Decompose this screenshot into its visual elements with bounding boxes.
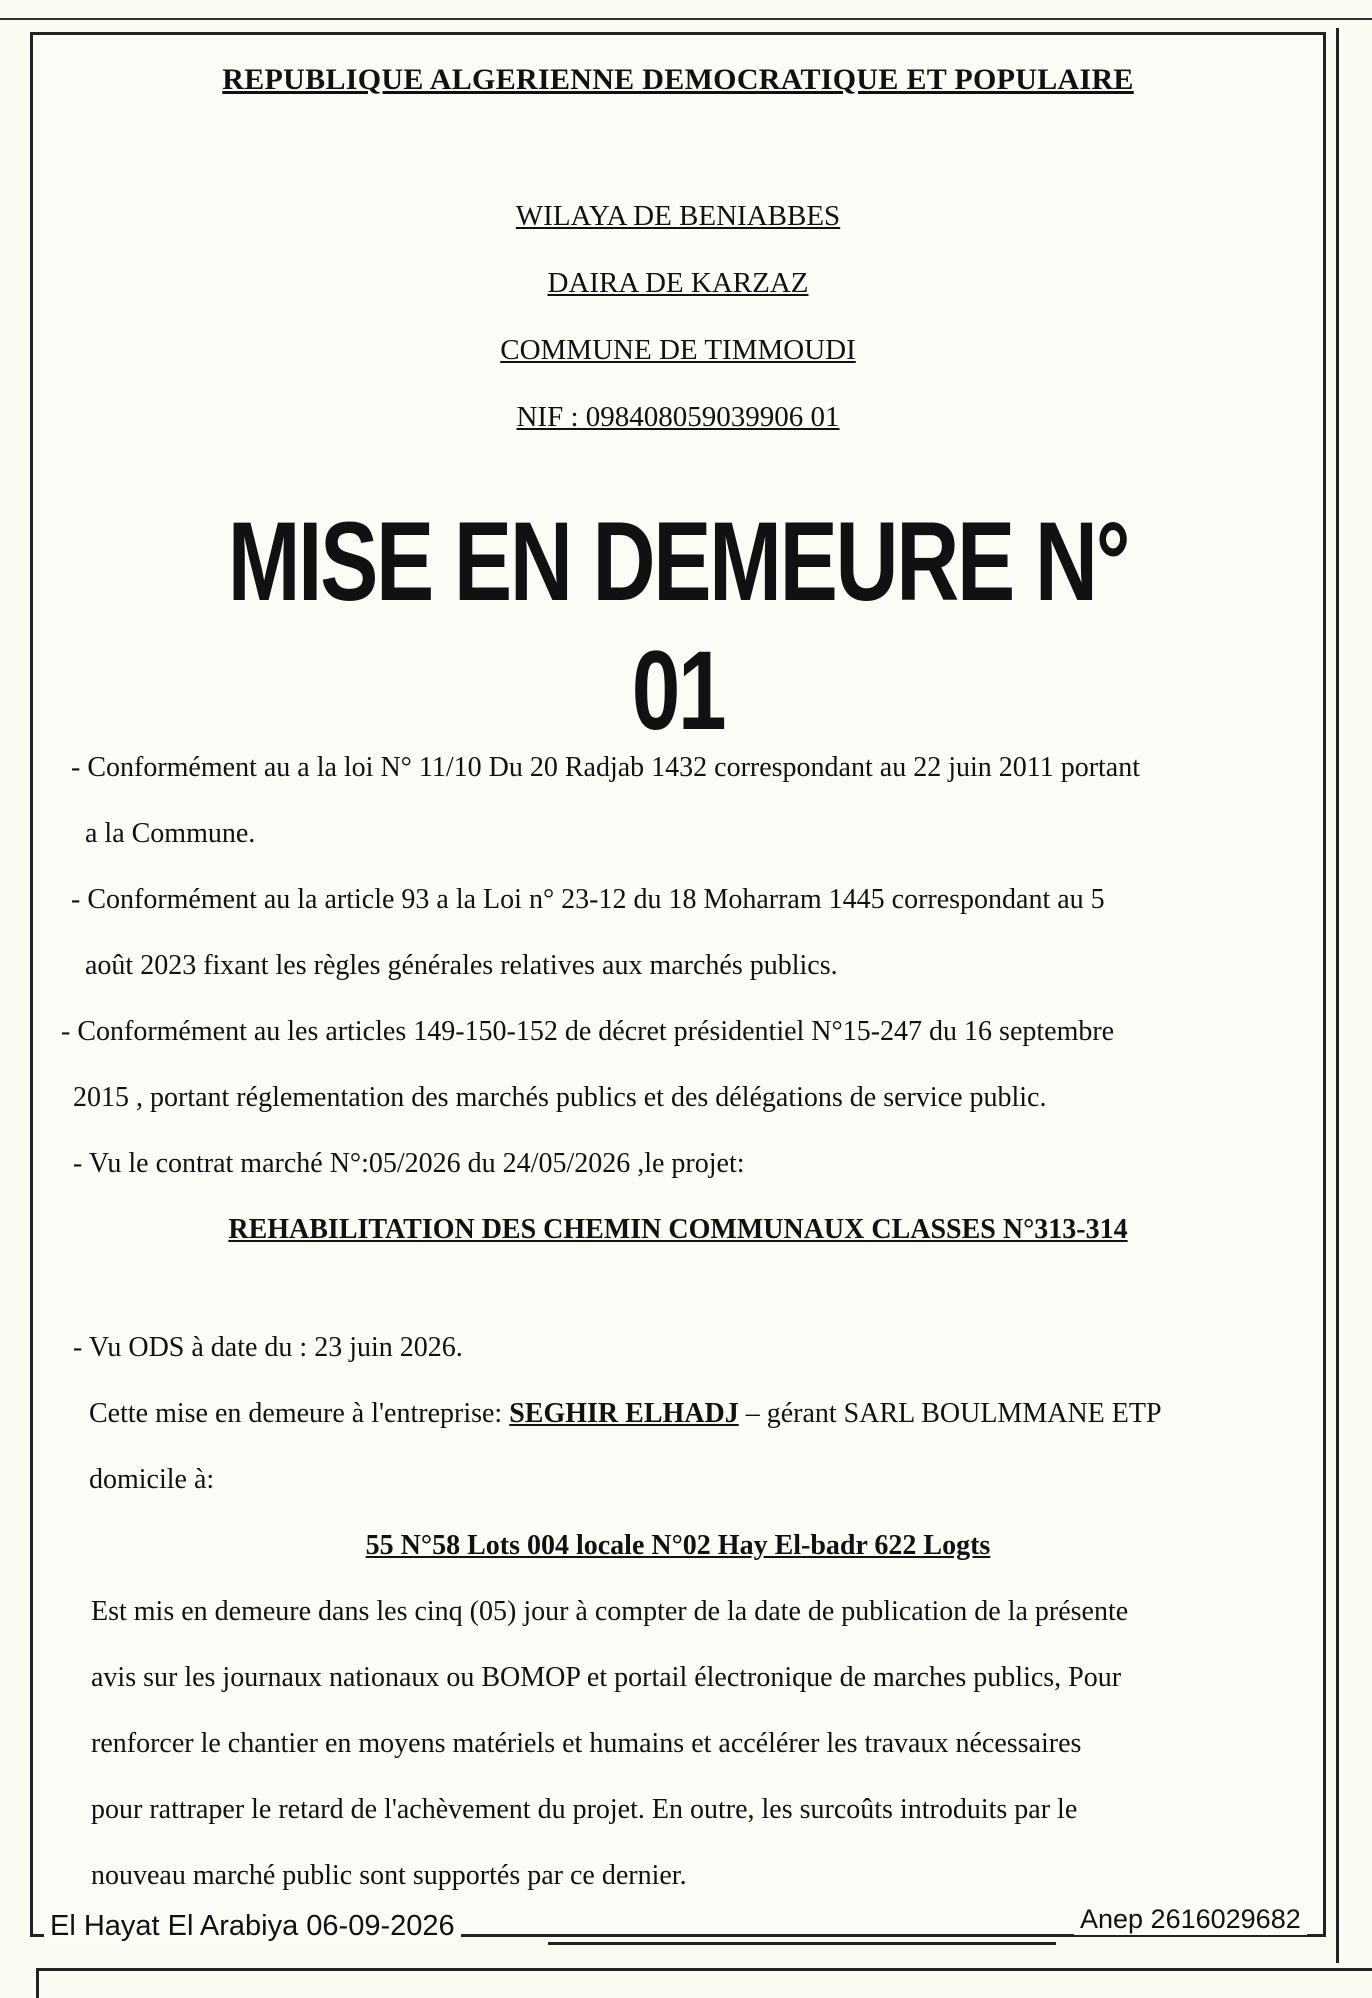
wilaya-line: WILAYA DE BENIABBES [515,200,841,232]
company-address: 55 N°58 Lots 004 locale N°02 Hay El-badr 622 Logts [365,1530,991,1561]
nif-line: NIF : 098408059039906 01 [516,401,840,433]
company-line [89,1381,1162,1447]
clause-1-line-1: - Conformément au a la loi N° 11/10 Du 20 Radjab 1432 correspondant au 22 juin 2011 portant [71,752,1141,783]
company-line-suffix: – gérant SARL BOULMMANE ETP [738,1398,1162,1429]
clause-2-line-1: - Conformément au la article 93 a la Loi n° 23-12 du 18 Moharram 1445 correspondant au 5 [71,884,1105,915]
adjacent-ad-edge [36,1968,1372,1998]
daira-line: DAIRA DE KARZAZ [547,267,809,299]
republic-heading: REPUBLIQUE ALGERIENNE DEMOCRATIQUE ET POPULAIRE [222,63,1134,96]
company-line-prefix: Cette mise en demeure à l'entreprise: [89,1398,510,1429]
commune-line: COMMUNE DE TIMMOUDI [500,334,856,366]
clause-3-line-2: 2015 , portant réglementation des marchés publics et des délégations de service public. [73,1082,1047,1113]
page-top-edge [0,0,1372,20]
footer-rule [548,1942,1056,1945]
contractor-name: SEGHIR ELHADJ [509,1398,739,1429]
notice-frame [30,32,1326,1937]
notice-body-line-1: Est mis en demeure dans les cinq (05) jour à compter de la date de publication de la présente [91,1596,1129,1627]
footer-publication: El Hayat El Arabiya 06-09-2026 [44,1910,461,1943]
domicile-line: domicile à: [89,1464,215,1495]
clause-3-line-1: - Conformément au les articles 149-150-152 de décret présidentiel N°15-247 du 16 septembre [61,1016,1115,1047]
clause-2-line-2: août 2023 fixant les règles générales relatives aux marchés publics. [85,950,838,981]
ods-line: - Vu ODS à date du : 23 juin 2026. [73,1332,463,1363]
contract-line: - Vu le contrat marché N°:05/2026 du 24/05/2026 ,le projet: [73,1148,745,1179]
project-title: REHABILITATION DES CHEMIN COMMUNAUX CLASSES N°313-314 [228,1214,1128,1245]
notice-body-line-3: renforcer le chantier en moyens matériels et humains et accélérer les travaux nécessaires [91,1728,1082,1759]
adjacent-column-edge [1336,28,1365,1963]
notice-title: MISE EN DEMEURE N° 01 [227,499,1129,753]
notice-body-line-4: pour rattraper le retard de l'achèvement du projet. En outre, les surcoûts introduits par le [91,1794,1078,1825]
footer-anep-reference: Anep 2616029682 [1074,1904,1307,1935]
clause-1-line-2: a la Commune. [85,818,256,849]
notice-body-line-2: avis sur les journaux nationaux ou BOMOP et portail électronique de marches publics, Pour [91,1662,1122,1693]
notice-body-line-5: nouveau marché public sont supportés par ce dernier. [91,1860,687,1891]
